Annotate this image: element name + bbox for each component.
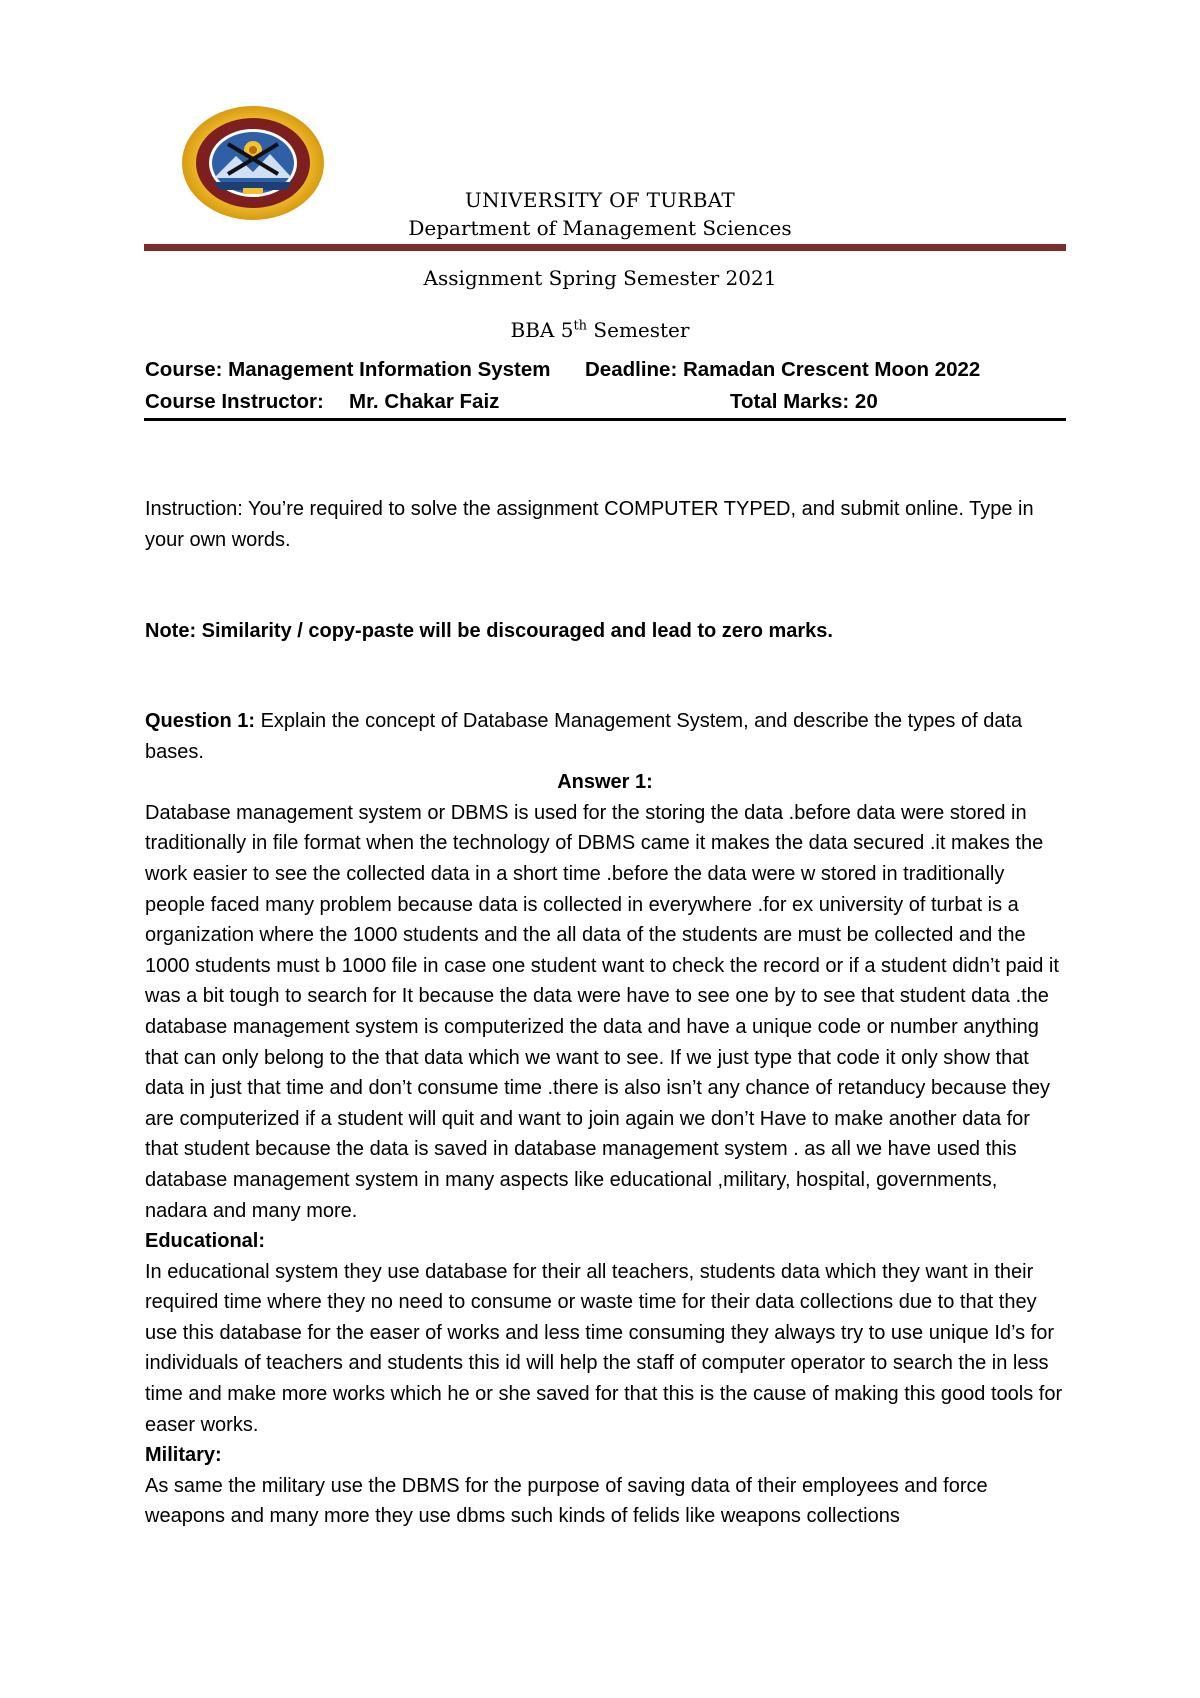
header-divider xyxy=(144,244,1066,251)
question-text: Explain the concept of Database Management System, and describe the types of data bases. xyxy=(145,710,1023,763)
instruction-text: Instruction: You’re required to solve the assignment COMPUTER TYPED, and submit online. Type in your own words. xyxy=(145,498,1034,551)
educational-text: In educational system they use database for their all teachers, students data which they want in their required time where they no need to consume or waste time for their data collections due to that they use this database for the easer of works and less time consuming they always try to use unique Id’s for individuals of teachers and students this id will help the staff of computer operator to search the in less time and make more works which he or she saved for that this is the cause of making this good tools for easer works. xyxy=(145,1260,1063,1436)
assignment-title: Assignment Spring Semester 2021 xyxy=(423,266,777,290)
instruction-paragraph xyxy=(145,494,1065,555)
course-label: Course: Management Information System xyxy=(145,358,551,381)
note-text: Note: Similarity / copy-paste will be discouraged and lead to zero marks. xyxy=(145,620,833,642)
info-divider xyxy=(144,418,1066,421)
question-label: Question 1: xyxy=(145,710,256,732)
program-suffix: Semester xyxy=(587,318,690,342)
answer-section xyxy=(145,706,1065,1532)
program-sup: th xyxy=(573,318,588,334)
military-heading: Military: xyxy=(145,1444,222,1467)
department-name: Department of Management Sciences xyxy=(408,216,792,240)
answer-text: Database management system or DBMS is used for the storing the data .before data were stored in traditionally in file format when the technology of DBMS came it makes the data secured .it makes the work easier to see the collected data in a short time .before the data were w stored in traditionally people faced many problem because data is collected in everywhere .for ex university of turbat is a organization where the 1000 students and the all data of the students are must be collected and the 1000 students must b 1000 file in case one student want to check the record or if a student didn’t paid it was a bit tough to search for It because the data were have to see one by to see that student data .the database management system is computerized the data and have a unique code or number anything that can only belong to the that data which we want to see. If we just type that code it only show that data in just that time and don’t consume time .there is also isn’t any chance of retanducy because they are computerized if a student will quit and want to join again we don’t Have to make another data for that student because the data is saved in database management system . as all we have used this database management system in many aspects like educational ,military, hospital, governments, nadara and many more. xyxy=(145,801,1059,1222)
answer-heading: Answer 1: xyxy=(557,771,653,794)
educational-heading: Educational: xyxy=(145,1230,266,1253)
program-prefix: BBA 5 xyxy=(510,318,574,342)
instructor-name: Mr. Chakar Faiz xyxy=(349,390,500,413)
program-semester xyxy=(0,318,1200,342)
instructor-label: Course Instructor: xyxy=(145,390,324,413)
question-paragraph xyxy=(145,706,1065,767)
total-marks: Total Marks: 20 xyxy=(730,390,878,413)
deadline-label: Deadline: Ramadan Crescent Moon 2022 xyxy=(585,358,981,381)
military-text: As same the military use the DBMS for the purpose of saving data of their employees and force weapons and many more they use dbms such kinds of felids like weapons collections xyxy=(145,1474,988,1528)
university-name: UNIVERSITY OF TURBAT xyxy=(464,188,736,212)
note-paragraph xyxy=(145,616,1065,647)
